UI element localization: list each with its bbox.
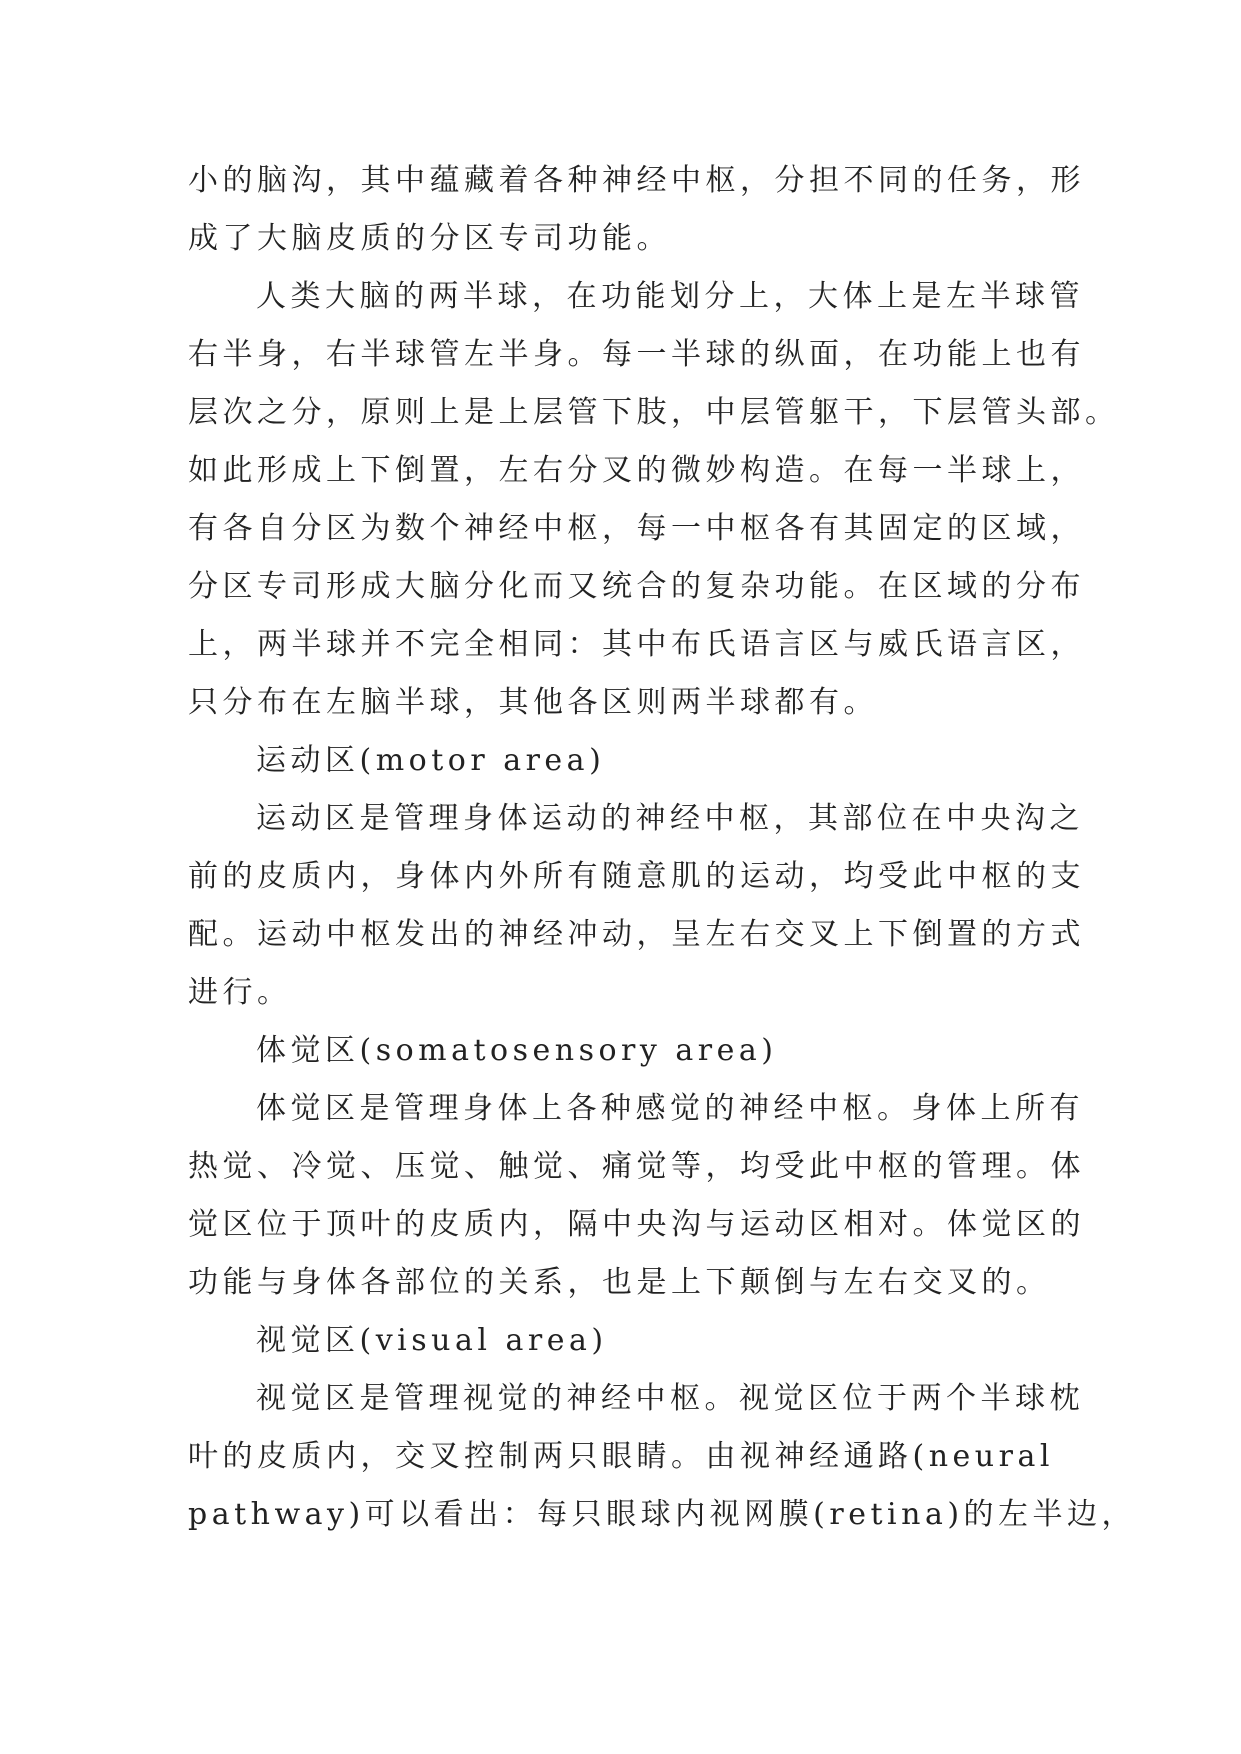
text-line: 小的脑沟，其中蕴藏着各种神经中枢，分担不同的任务，形 (188, 163, 1085, 198)
text-line: 觉区位于顶叶的皮质内，隔中央沟与运动区相对。体觉区的 (188, 1207, 1085, 1242)
text-line: 只分布在左脑半球，其他各区则两半球都有。 (188, 685, 878, 720)
section-heading-visual-area: 视觉区(visual area) (256, 1323, 608, 1358)
text-line: 进行。 (188, 975, 292, 1010)
section-heading-somatosensory-area: 体觉区(somatosensory area) (256, 1033, 778, 1068)
paragraph-line: 运动区是管理身体运动的神经中枢，其部位在中央沟之 (256, 801, 1084, 836)
text-line: 叶的皮质内，交叉控制两只眼睛。由视神经通路(neural (188, 1439, 1054, 1474)
text-line: 分区专司形成大脑分化而又统合的复杂功能。在区域的分布 (188, 569, 1085, 604)
text-line: 热觉、冷觉、压觉、触觉、痛觉等，均受此中枢的管理。体 (188, 1149, 1085, 1184)
text-line: pathway)可以看出：每只眼球内视网膜(retina)的左半边， (188, 1497, 1137, 1532)
paragraph-line: 体觉区是管理身体上各种感觉的神经中枢。身体上所有 (256, 1091, 1084, 1126)
text-line: 功能与身体各部位的关系，也是上下颠倒与左右交叉的。 (188, 1265, 1051, 1300)
text-line: 如此形成上下倒置，左右分叉的微妙构造。在每一半球上， (188, 453, 1085, 488)
section-heading-motor-area: 运动区(motor area) (256, 743, 606, 778)
paragraph-line: 人类大脑的两半球，在功能划分上，大体上是左半球管 (256, 279, 1084, 314)
paragraph-line: 视觉区是管理视觉的神经中枢。视觉区位于两个半球枕 (256, 1381, 1084, 1416)
text-line: 前的皮质内，身体内外所有随意肌的运动，均受此中枢的支 (188, 859, 1085, 894)
text-line: 成了大脑皮质的分区专司功能。 (188, 221, 671, 256)
text-line: 配。运动中枢发出的神经冲动，呈左右交叉上下倒置的方式 (188, 917, 1085, 952)
text-line: 右半身，右半球管左半身。每一半球的纵面，在功能上也有 (188, 337, 1085, 372)
text-line: 层次之分，原则上是上层管下肢，中层管躯干，下层管头部。 (188, 395, 1120, 430)
document-page (188, 152, 1137, 1544)
text-line: 上，两半球并不完全相同：其中布氏语言区与威氏语言区， (188, 627, 1085, 662)
text-line: 有各自分区为数个神经中枢，每一中枢各有其固定的区域， (188, 511, 1085, 546)
